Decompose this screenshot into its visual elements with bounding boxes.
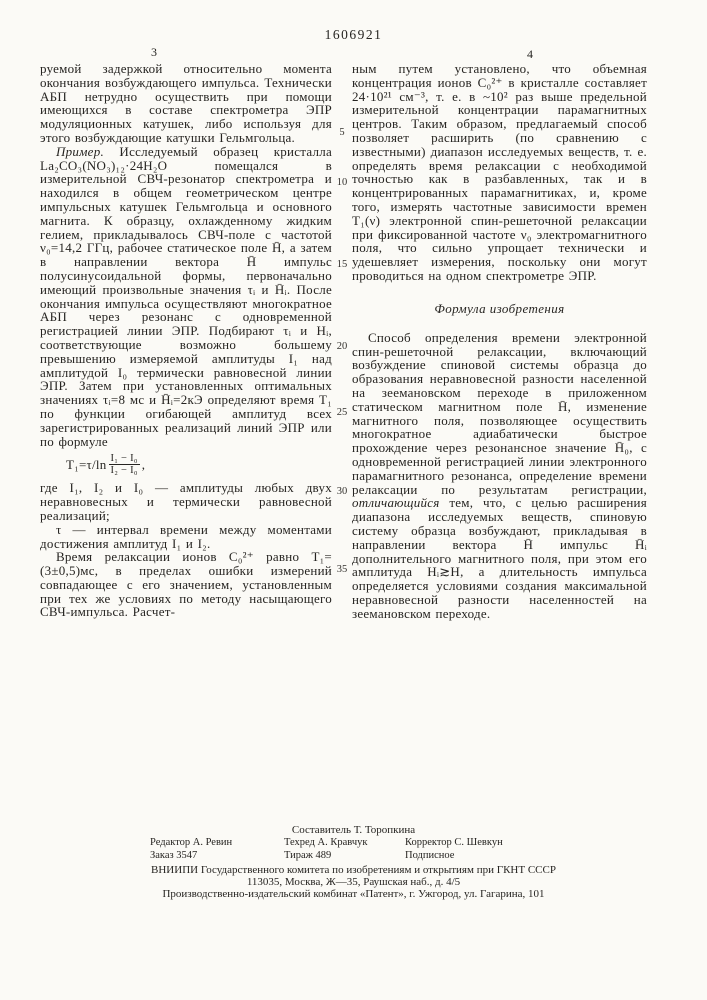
claim-distinguishing-word: отличающийся <box>352 495 440 511</box>
formula-fraction <box>109 453 140 476</box>
footer-corrector: Корректор С. Шевкун <box>405 837 503 848</box>
formula-numerator: I₁ − I₀ <box>110 453 138 465</box>
footer-subscription: Подписное <box>405 850 455 861</box>
column-number-left: 3 <box>151 45 157 59</box>
claim-body-end: тем, что, с целью расширения диапазона исследуемых веществ, спиновую систему образца возбуждают, прикладывая в направлении вектора H̄ импульс H̄ᵢ дополнительного магнитного поля, при этом его амплитуда Hᵢ≳H, а длительность импульса определяется условиями создания максимальной неравновесной разности населенностей на зеемановском переходе. <box>352 495 647 621</box>
line-number: 30 <box>336 486 348 497</box>
line-number: 25 <box>336 407 348 418</box>
column-number-right: 4 <box>527 47 533 61</box>
line-number: 15 <box>336 259 348 270</box>
footer-print-run: Тираж 489 <box>284 850 332 861</box>
paragraph-tau-definition: τ — интервал времени между моментами достижения амплитуд I₁ и I₂. <box>40 521 332 551</box>
footer-techred: Техред А. Кравчук <box>284 837 368 848</box>
formula-lhs: T₁=τ/ln <box>66 456 107 472</box>
line-number: 5 <box>339 127 345 138</box>
paragraph-example <box>40 145 332 449</box>
line-number: 10 <box>336 177 348 188</box>
line-number: 20 <box>336 341 348 352</box>
footer-editor: Редактор А. Ревин <box>150 837 233 848</box>
paragraph-continuation: руемой задержкой относительно момента окончания возбуждающего импульса. Технически АБП нетрудно осуществить при помощи имеющихся в составе спектрометра ЭПР модуляционных катушек, либо используя для этого возбуждающие катушки Гельмгольца. <box>40 61 332 145</box>
footer-order-number: Заказ 3547 <box>150 850 198 861</box>
left-column <box>40 62 332 619</box>
example-body: Исследуемый образец кристалла La₂CO₃(NO₃)₁₂·24H₂O помещался в измерительной СВЧ-резонатор спектрометра и находился в общем геометрическом центре импульсных катушек Гельмгольца и основного магнита. К образцу, охлажденному жидким гелием, прикладывалось СВЧ-поле с частотой ν₀=14,2 ГГц, рабочее статическое поле H̄, а затем в направлении вектора H̄ импульс полусинусоидальной формы, первоначально имеющий произвольные значения τᵢ и H̄ᵢ. После окончания импульса осуществляют многократное АБП через резонанс с одновременной регистрацией линии ЭПР. Подбирают τᵢ и Hᵢ, соответствующие возможно большему превышению измеряемой амплитуды I₁ над амплитудой I₀ термически равновесной линии ЭПР. Затем при установленных оптимальных значениях τᵢ=8 мс и H̄ᵢ=2кЭ определяют время T₁ по функции огибающей амплитуд всех зарегистрированных реализаций линий ЭПР или по формуле <box>40 143 332 449</box>
example-lead-label: Пример. <box>56 143 104 159</box>
footer-compiler: Составитель Т. Торопкина <box>291 824 416 836</box>
formula-denominator: I₂ − I₀ <box>110 465 138 477</box>
formula-trailing-comma: , <box>141 456 146 472</box>
relaxation-formula <box>66 453 332 476</box>
paragraph-where-clause: где I₁, I₂ и I₀ — амплитуды любых двух неравновесных и термически равновесной реализаций; <box>40 480 332 523</box>
paragraph-claim <box>352 331 647 621</box>
footer-committee: ВНИИПИ Государственного комитета по изобретениям и открытиям при ГКНТ СССР <box>151 864 556 876</box>
line-number: 35 <box>336 564 348 575</box>
footer-printer: Производственно-издательский комбинат «Патент», г. Ужгород, ул. Гагарина, 101 <box>162 888 545 900</box>
claims-section-heading: Формула изобретения <box>434 300 565 316</box>
paragraph-results: ным путем установлено, что объемная концентрация ионов C₀²⁺ в кристалле составляет 24·10²¹ см⁻³, т. е. в ~10² раз выше предельной измерительной концентрации парамагнитных центров. Таким образом, предлагаемый способ позволяет расширить (по сравнению с известными) диапазон исследуемых веществ, т. е. определять время релаксации с необходимой точностью как в разбавленных, так и в концентрированных парамагнитиках, и, кроме того, измерять частотные зависимости времен T₁(ν) электронной спин-решеточной релаксации при фиксированной частоте ν₀ электромагнитного поля, что сильно упрощает технически и удешевляет измерения, поскольку они могут проводиться на одном спектрометре ЭПР. <box>352 61 647 283</box>
claim-body-start: Способ определения времени электронной спин-решеточной релаксации, включающий возбуждение спиновой системы образца до образования неравновесной разности населенной на зеемановском переходе в приложенном статическом магнитном поле H̄, изменение магнитного поля, позволяющее осуществить многократное адиабатически быстрое прохождение через резонансное значение H̄₀, с одновременной регистрацией линии электронного парамагнитного резонанса, определение времени релаксации по результатам регистрации, <box>352 329 647 497</box>
paragraph-relaxation-time: Время релаксации ионов C₀²⁺ равно T₁=(3±0,5)мс, в пределах ошибки измерений совпадающее с его значением, установленным при тех же условиях по методу насыщающего СВЧ-импульса. Расчет- <box>40 549 332 620</box>
patent-number: 1606921 <box>324 27 383 42</box>
right-column <box>352 62 647 620</box>
footer-address: 113035, Москва, Ж—35, Раушская наб., д. 4/5 <box>246 876 461 888</box>
